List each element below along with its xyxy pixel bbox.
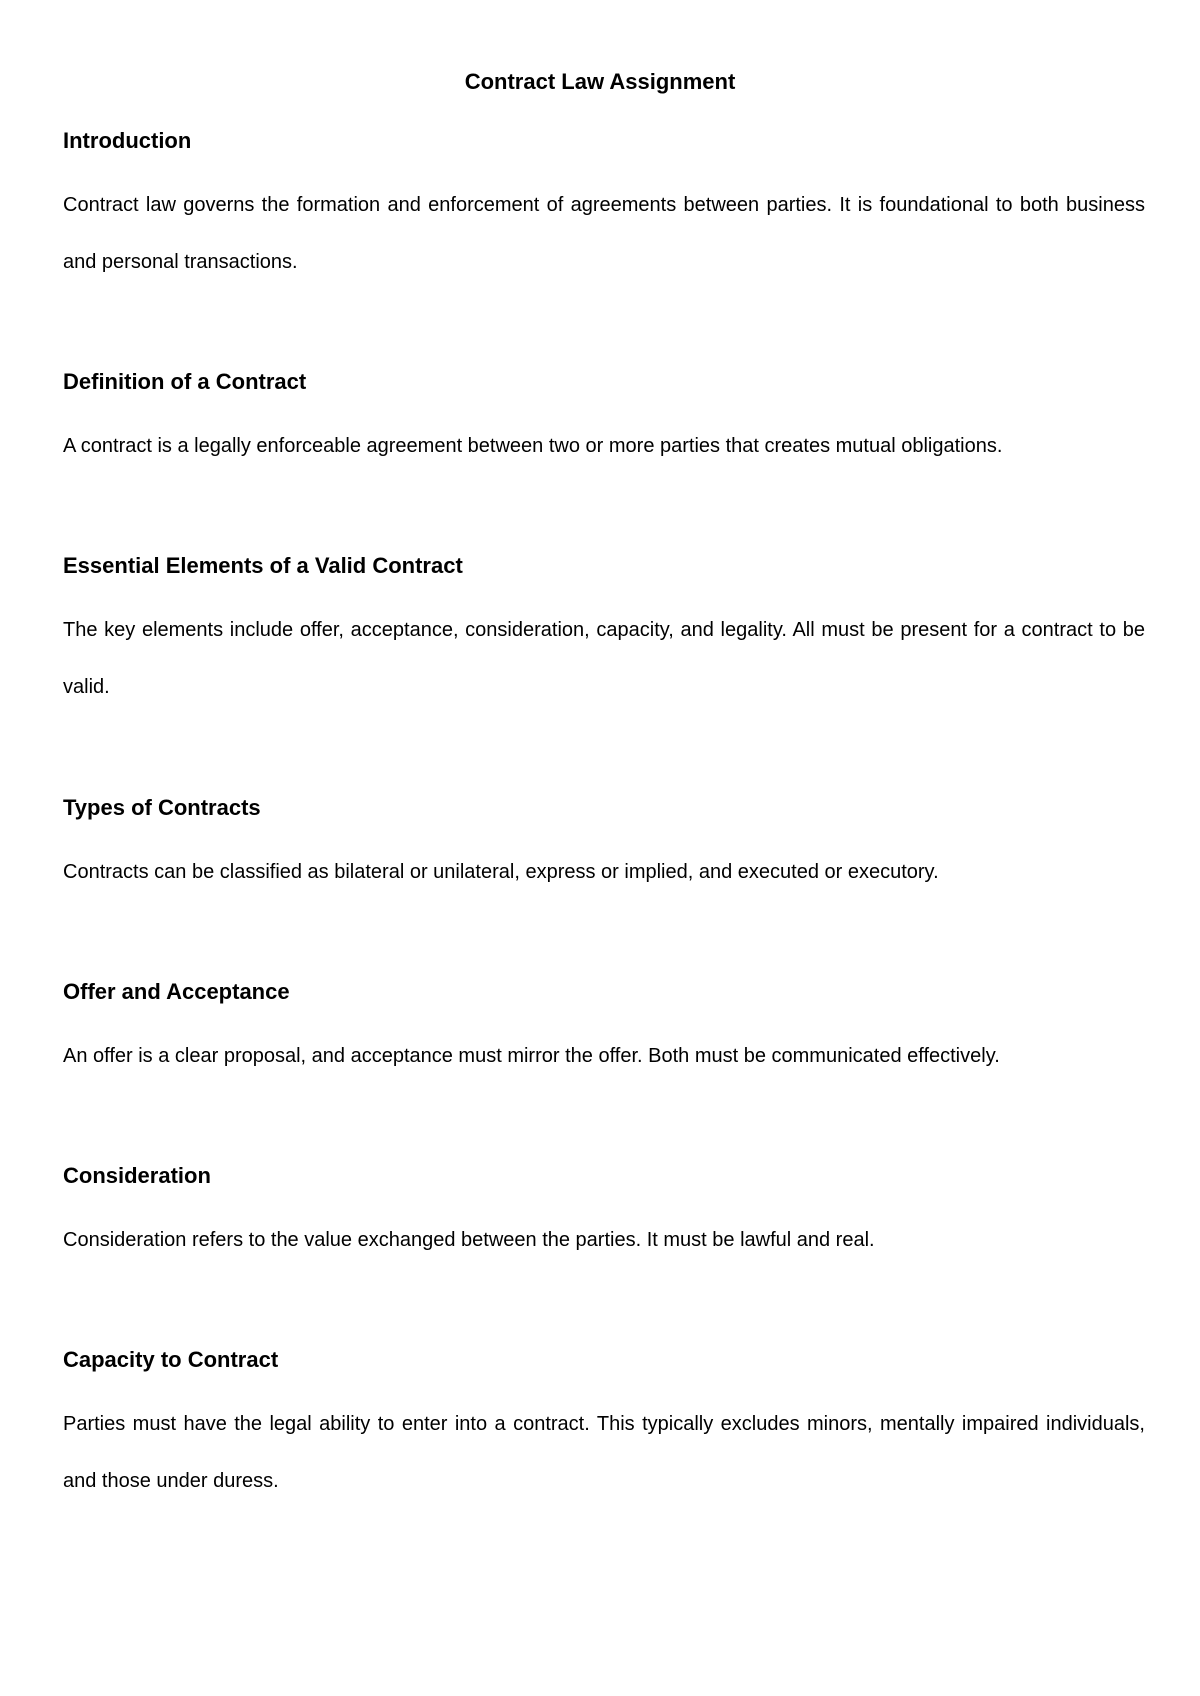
document-title: Contract Law Assignment bbox=[464, 69, 736, 94]
section-body: Contracts can be classified as bilateral or unilateral, express or implied, and executed or executory. bbox=[63, 861, 939, 883]
section-offer-acceptance bbox=[63, 978, 1145, 1085]
section-body: An offer is a clear proposal, and acceptance must mirror the offer. Both must be communicated effectively. bbox=[63, 1045, 1000, 1067]
section-definition bbox=[63, 368, 1145, 475]
section-body: Parties must have the legal ability to enter into a contract. This typically excludes minors, mentally impaired individuals, and those under duress. bbox=[63, 1413, 1145, 1492]
section-heading: Introduction bbox=[63, 128, 192, 153]
section-consideration bbox=[63, 1162, 1145, 1269]
section-introduction bbox=[63, 127, 1145, 291]
section-heading: Offer and Acceptance bbox=[63, 979, 290, 1004]
section-types bbox=[63, 794, 1145, 901]
section-body: Contract law governs the formation and enforcement of agreements between parties. It is foundational to both business and personal transactions. bbox=[63, 194, 1145, 273]
section-heading: Capacity to Contract bbox=[63, 1347, 279, 1372]
section-body: Consideration refers to the value exchanged between the parties. It must be lawful and real. bbox=[63, 1229, 875, 1251]
section-heading: Types of Contracts bbox=[63, 795, 261, 820]
section-body: The key elements include offer, acceptance, consideration, capacity, and legality. All must be present for a contract to be valid. bbox=[63, 619, 1145, 698]
section-heading: Definition of a Contract bbox=[63, 369, 307, 394]
section-heading: Essential Elements of a Valid Contract bbox=[63, 553, 463, 578]
section-essential-elements bbox=[63, 552, 1145, 716]
section-heading: Consideration bbox=[63, 1163, 211, 1188]
section-body: A contract is a legally enforceable agreement between two or more parties that creates mutual obligations. bbox=[63, 435, 1003, 457]
section-capacity bbox=[63, 1346, 1145, 1510]
